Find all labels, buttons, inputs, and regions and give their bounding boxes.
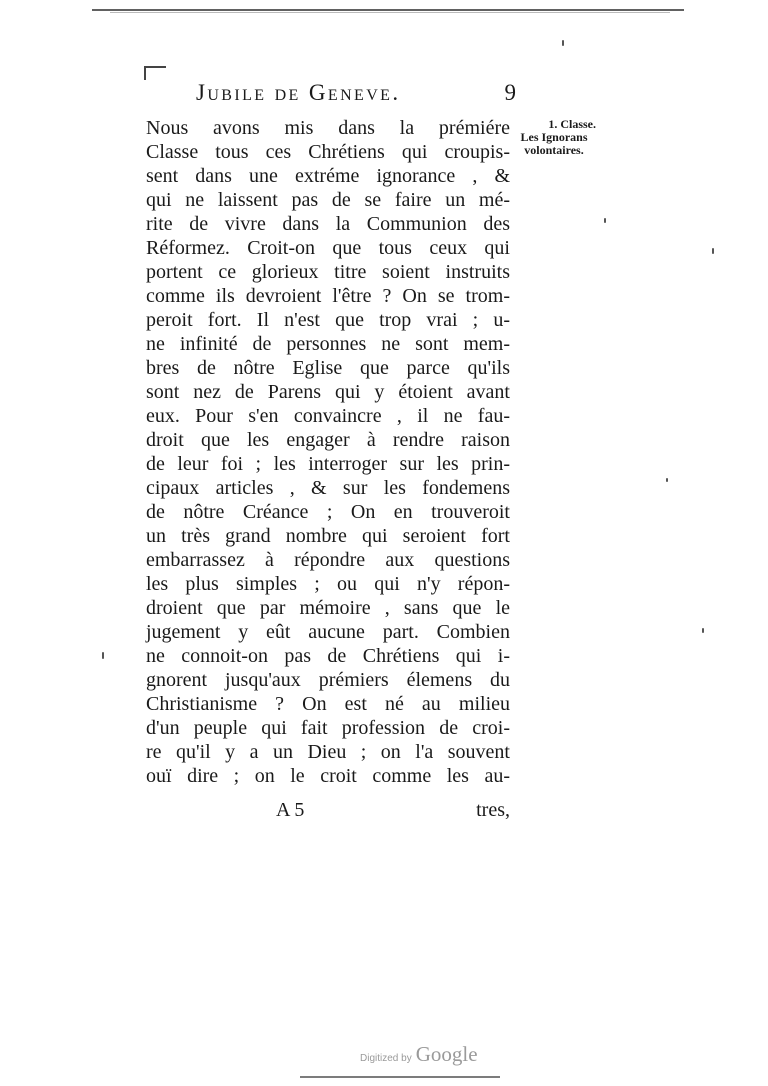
- text-line: ne connoit-on pas de Chrétiens qui i-: [146, 645, 510, 667]
- text-line: eux. Pour s'en convaincre , il ne fau-: [146, 405, 510, 427]
- text-line: Classe tous ces Chrétiens qui croupis-: [146, 141, 510, 163]
- catchword: tres,: [476, 799, 510, 821]
- text-line: bres de nôtre Eglise que parce qu'ils: [146, 357, 510, 379]
- watermark-prefix: Digitized by: [360, 1053, 412, 1064]
- text-line: embarrassez à répondre aux questions: [146, 549, 510, 571]
- margin-note: [512, 118, 596, 157]
- text-line: peroit fort. Il n'est que trop vrai ; u-: [146, 309, 510, 331]
- ink-speck: [666, 478, 668, 482]
- text-line: un très grand nombre qui seroient fort: [146, 525, 510, 547]
- text-line: droient que par mémoire , sans que le: [146, 597, 510, 619]
- text-line: rite de vivre dans la Communion des: [146, 213, 510, 235]
- text-line: droit que les engager à rendre raison: [146, 429, 510, 451]
- text-line: d'un peuple qui fait profession de croi-: [146, 717, 510, 739]
- text-line: re qu'il y a un Dieu ; on l'a souvent: [146, 741, 510, 763]
- text-line: gnorent jusqu'aux prémiers élemens du: [146, 669, 510, 691]
- page-header: [196, 80, 516, 112]
- margin-note-line: Les Ignorans: [520, 130, 588, 144]
- google-logo: Google: [415, 1042, 478, 1066]
- corner-mark: [144, 66, 166, 80]
- ink-speck: [702, 628, 704, 633]
- bottom-edge-rule: [300, 1076, 500, 1078]
- text-line: de leur foi ; les interroger sur les prin-: [146, 453, 510, 475]
- text-line: ne infinité de personnes ne sont mem-: [146, 333, 510, 355]
- ink-speck: [102, 652, 104, 659]
- text-line: portent ce glorieux titre soient instruits: [146, 261, 510, 283]
- footer-line: [146, 798, 510, 822]
- body-text: [146, 116, 510, 788]
- text-line: ouï dire ; on le croit comme les au-: [146, 765, 510, 787]
- text-line: les plus simples ; ou qui n'y répon-: [146, 573, 510, 595]
- margin-note-line: volontaires.: [524, 143, 584, 157]
- ink-speck: [562, 40, 564, 46]
- text-line: comme ils devroient l'être ? On se trom-: [146, 285, 510, 307]
- ink-speck: [604, 218, 606, 223]
- text-line: Christianisme ? On est né au milieu: [146, 693, 510, 715]
- page-number: 9: [504, 80, 516, 105]
- text-line: jugement y eût aucune part. Combien: [146, 621, 510, 643]
- text-line: qui ne laissent pas de se faire un mé-: [146, 189, 510, 211]
- text-line: Nous avons mis dans la prémiére: [146, 117, 510, 139]
- running-title: Jubile de Geneve.: [196, 80, 401, 105]
- digitization-watermark: [360, 1042, 478, 1066]
- margin-class-label: 1. Classe.: [548, 117, 596, 131]
- ink-speck: [712, 248, 714, 254]
- text-line: Réformez. Croit-on que tous ceux qui: [146, 237, 510, 259]
- top-edge-rule: [92, 9, 684, 11]
- text-line: de nôtre Créance ; On en trouveroit: [146, 501, 510, 523]
- text-line: cipaux articles , & sur les fondemens: [146, 477, 510, 499]
- top-edge-rule-faint: [110, 12, 670, 13]
- text-line: sent dans une extréme ignorance , &: [146, 165, 510, 187]
- text-line: sont nez de Parens qui y étoient avant: [146, 381, 510, 403]
- signature-mark: A 5: [276, 799, 305, 821]
